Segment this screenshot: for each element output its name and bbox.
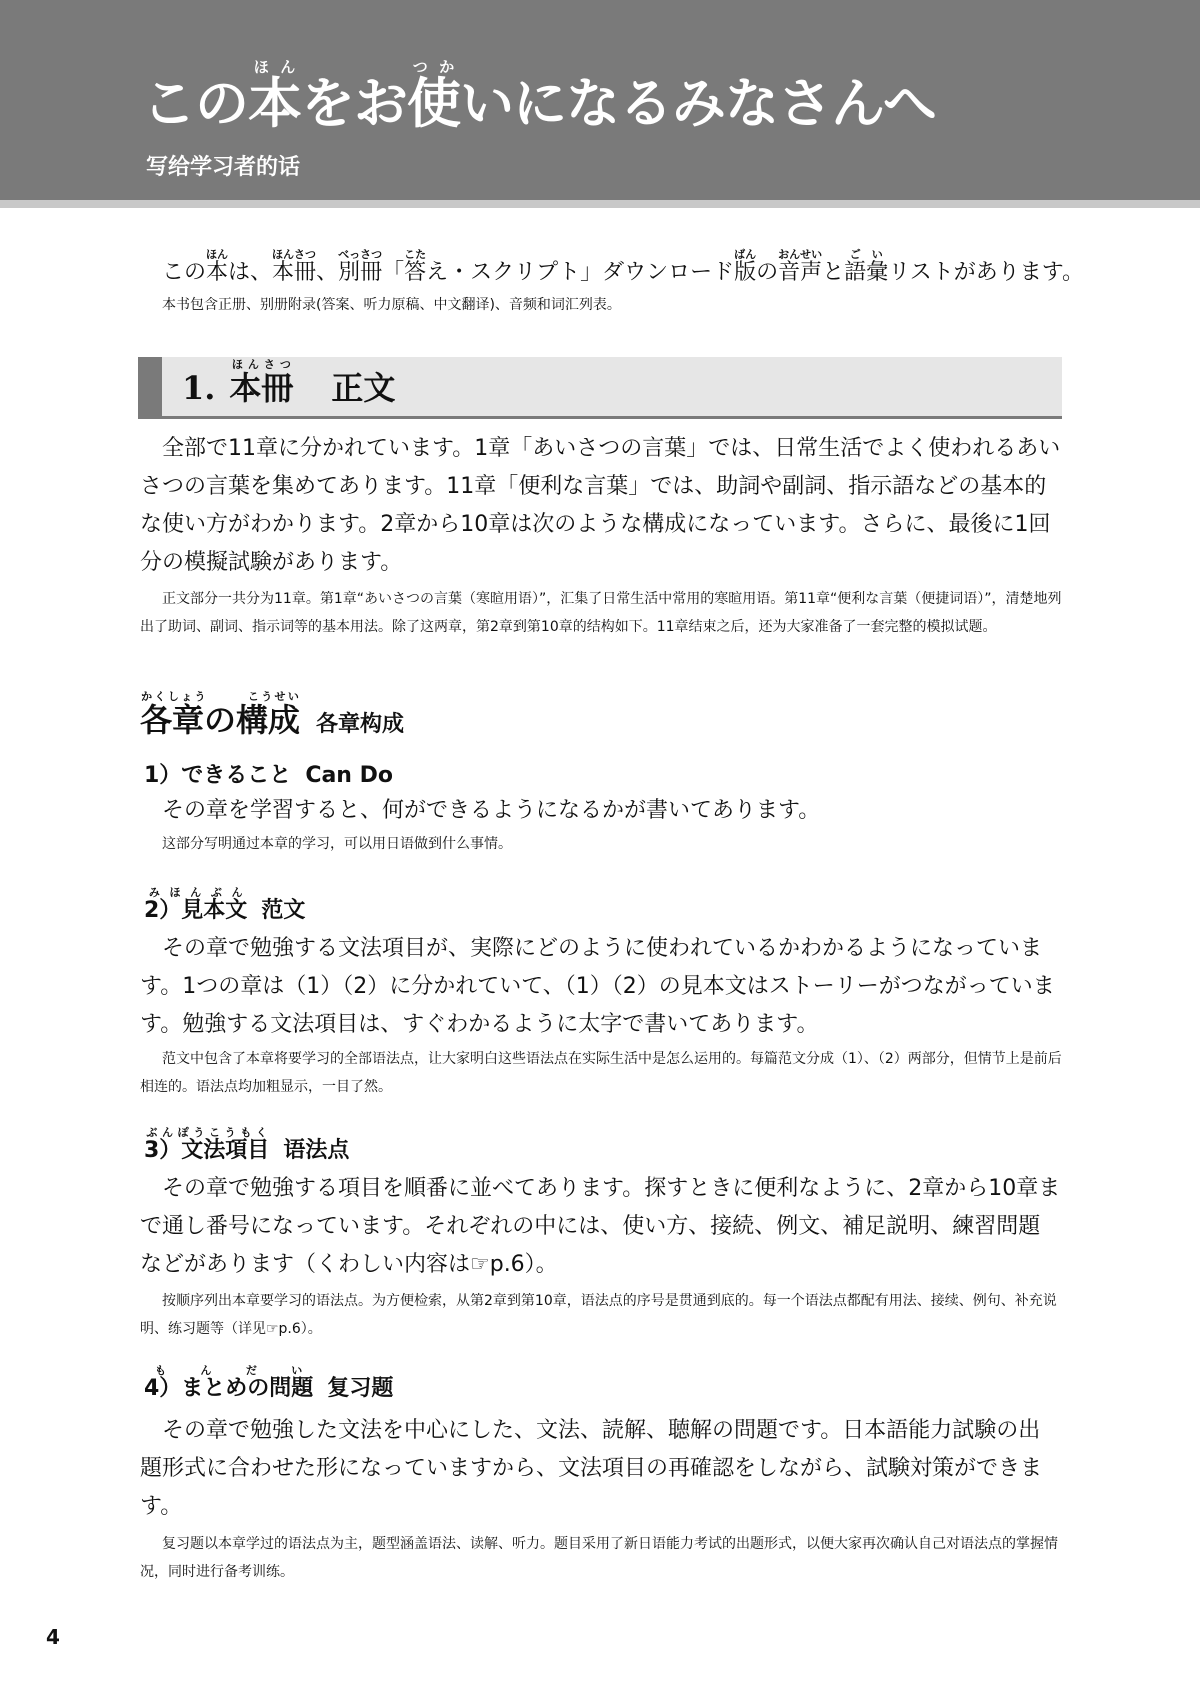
- item-body: その章で勉強する項目を順番に並べてあります。探すときに便利なように、2章から10章まで通し番号になっています。それぞれの中には、使い方、接続、例文、補足説明、練習問題などがあります（くわしい内容は☞p.6）。: [140, 1176, 1061, 1277]
- section-body: 全部で11章に分かれています。1章「あいさつの言葉」では、日常生活でよく使われるあいさつの言葉を集めてあります。11章「便利な言葉」では、助詞や副詞、指示語などの基本的な使い方がわかります。2章から10章は次のような構成になっています。さらに、最後に1回分の模擬試験があります。: [140, 436, 1061, 575]
- section-number: 1.: [182, 369, 216, 407]
- structure-heading: 各章の構成かくしょう こうせい各章构成: [140, 690, 405, 739]
- item-heading: 1）できること Can Do: [144, 763, 394, 788]
- section-heading-underline: [138, 416, 1062, 419]
- item-translation: 复习题以本章学过的语法点为主，题型涵盖语法、读解、听力。题目采用了新日语能力考试的出题形式，以便大家再次确认自己对语法点的掌握情况，同时进行备考训练。: [140, 1536, 1058, 1580]
- item-heading: 4）まとめの問題もんだい复习题: [144, 1364, 394, 1401]
- item-translation: 按顺序列出本章要学习的语法点。为方便检索，从第2章到第10章，语法点的序号是贯通到底的。每一个语法点都配有用法、接续、例句、补充说明、练习题等（详见☞p.6）。: [140, 1293, 1057, 1337]
- page-title: この本ほんをお使つかいになるみなさんへ: [142, 58, 936, 135]
- item-body: その章を学習すると、何ができるようになるかが書いてあります。: [162, 798, 821, 823]
- page-subtitle: 写给学习者的话: [146, 155, 301, 180]
- intro-translation: 本书包含正册、别册附录(答案、听力原稿、中文翻译)、音频和词汇列表。: [162, 297, 621, 313]
- page-header: [0, 0, 1200, 200]
- item-translation: 这部分写明通过本章的学习，可以用日语做到什么事情。: [162, 836, 512, 852]
- section-title-cn: 正文: [331, 369, 396, 407]
- item-body: その章で勉強した文法を中心にした、文法、読解、聴解の問題です。日本語能力試験の出題形式に合わせた形になっていますから、文法項目の再確認をしながら、試験対策ができます。: [140, 1418, 1043, 1519]
- item-heading: 2）見本文みほんぶん范文: [144, 886, 306, 923]
- section-heading: 1. 本冊ほんさつ正文: [182, 358, 396, 407]
- item-body: その章で勉強する文法項目が、実際にどのように使われているかわかるようになっています。1つの章は（1）（2）に分かれていて、（1）（2）の見本文はストーリーがつながっています。勉強する文法項目は、すぐわかるように太字で書いてあります。: [140, 936, 1055, 1037]
- section-heading-accent: [138, 357, 162, 417]
- page-number: 4: [46, 1625, 60, 1649]
- item-translation: 范文中包含了本章将要学习的全部语法点，让大家明白这些语法点在实际生活中是怎么运用的。每篇范文分成（1）、（2）两部分，但情节上是前后相连的。语法点均加粗显示，一目了然。: [140, 1051, 1062, 1095]
- section-title: 本冊: [229, 369, 294, 407]
- intro-text: この本ほんは、本冊ほんさつ、別冊べっさつ「答こたえ・スクリプト」ダウンロード版ばんの音声おんせいと語彙ごいリストがあります。: [162, 248, 1085, 285]
- header-divider: [0, 200, 1200, 208]
- structure-heading-cn: 各章构成: [316, 712, 405, 737]
- section-body-translation: 正文部分一共分为11章。第1章“あいさつの言葉（寒暄用语）”，汇集了日常生活中常用的寒暄用语。第11章“便利な言葉（便捷词语）”，清楚地列出了助词、副词、指示词等的基本用法。除了这两章，第2章到第10章的结构如下。11章结束之后，还为大家准备了一套完整的模拟试题。: [140, 591, 1062, 635]
- item-heading: 3）文法項目ぶんぽうこうもく语法点: [144, 1126, 350, 1163]
